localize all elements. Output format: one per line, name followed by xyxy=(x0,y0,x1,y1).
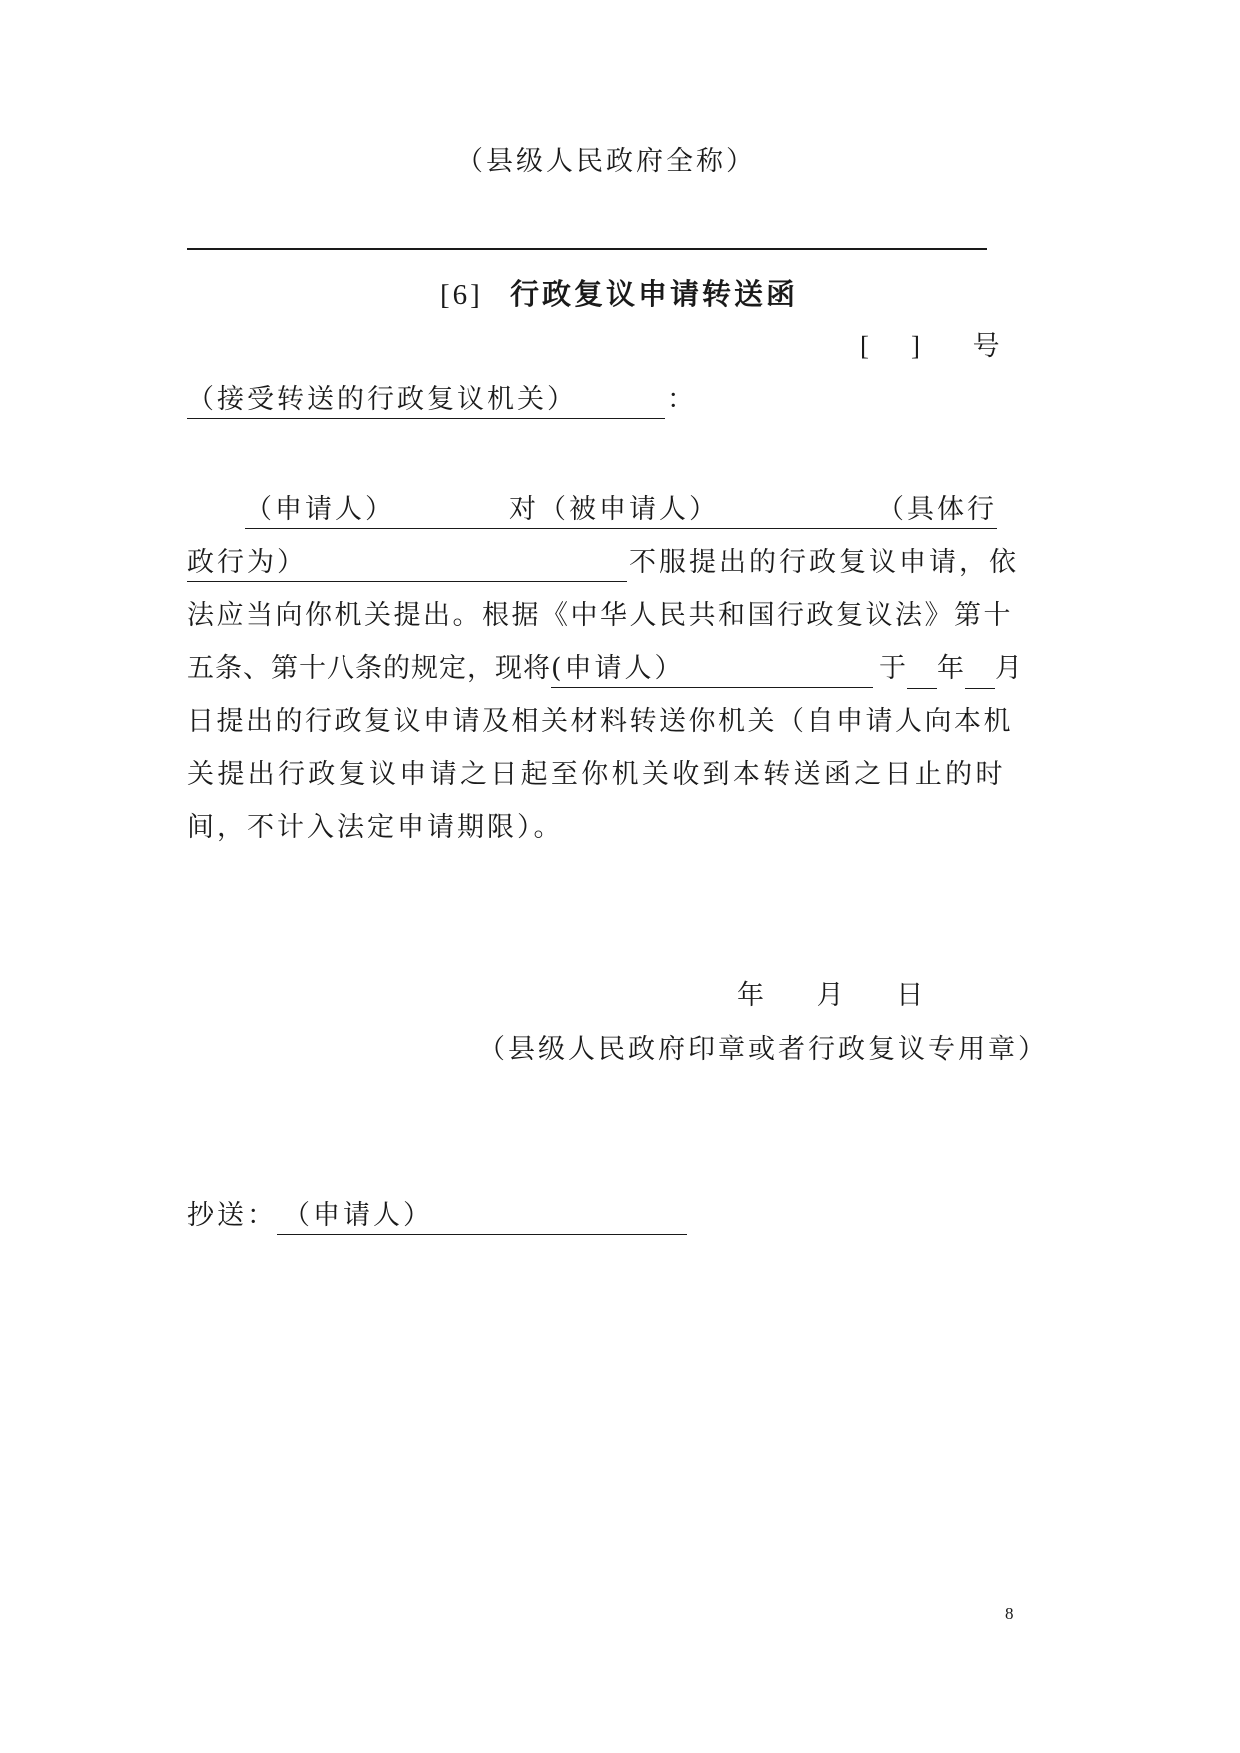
doc-number-brackets: [ ] xyxy=(860,331,923,361)
specific-act-field-continued xyxy=(187,545,627,582)
title-number: [6] xyxy=(440,279,483,311)
applicant-label: （申请人） xyxy=(245,494,395,525)
body-line-6: 关提出行政复议申请之日起至你机关收到本转送函之日止的时 xyxy=(187,759,1005,790)
addressee-label: （接受转送的行政复议机关） xyxy=(187,384,577,415)
document-number xyxy=(860,326,1003,367)
document-title xyxy=(440,272,798,313)
applicant-field-2 xyxy=(551,651,873,688)
seal-note: （县级人民政府印章或者行政复议专用章） xyxy=(478,1034,1048,1065)
specific-act-field xyxy=(767,492,997,529)
month-blank xyxy=(965,652,995,689)
addressee-field xyxy=(187,382,665,419)
date-day: 日 xyxy=(896,980,927,1011)
date-year: 年 xyxy=(737,980,767,1011)
body-line-1 xyxy=(245,490,997,530)
applicant-field xyxy=(245,492,507,529)
year-blank xyxy=(907,652,937,689)
addressee-colon: ： xyxy=(667,384,697,415)
doc-number-suffix: 号 xyxy=(972,331,1003,362)
body-line-3: 法应当向你机关提出。根据《中华人民共和国行政复议法》第十 xyxy=(187,600,1013,631)
page-number: 8 xyxy=(1005,1604,1014,1623)
body-line-5: 日提出的行政复议申请及相关材料转送你机关（自申请人向本机 xyxy=(187,706,1013,737)
cc-field xyxy=(277,1198,687,1235)
cc-line xyxy=(187,1196,687,1236)
dui-text: 对 xyxy=(507,492,539,529)
government-name: （县级人民政府全称） xyxy=(456,146,756,177)
month-text: 月 xyxy=(995,653,1023,684)
year-text: 年 xyxy=(937,653,965,684)
body-line-2-text: 不服提出的行政复议申请，依 xyxy=(629,547,1019,578)
cc-label: 抄送： xyxy=(187,1200,277,1231)
date-line xyxy=(737,976,926,1016)
date-month: 月 xyxy=(816,980,847,1011)
title-text: 行政复议申请转送函 xyxy=(509,277,798,311)
header-divider xyxy=(187,248,987,250)
yu-text: 于 xyxy=(879,653,907,684)
specific-act-label: （具体行 xyxy=(877,494,997,525)
body-line-4 xyxy=(187,649,1023,689)
body-line-2 xyxy=(187,543,1019,583)
cc-value: （申请人） xyxy=(283,1200,433,1231)
specific-act-label-continued: 政行为） xyxy=(187,547,307,578)
addressee-line xyxy=(187,380,697,420)
body-line-4-prefix: 五条、第十八条的规定，现将 xyxy=(187,653,551,684)
respondent-label: （被申请人） xyxy=(539,494,719,525)
respondent-field xyxy=(539,492,767,529)
body-line-7: 间，不计入法定申请期限）。 xyxy=(187,812,564,843)
applicant-label-2: (申请人） xyxy=(551,653,685,684)
